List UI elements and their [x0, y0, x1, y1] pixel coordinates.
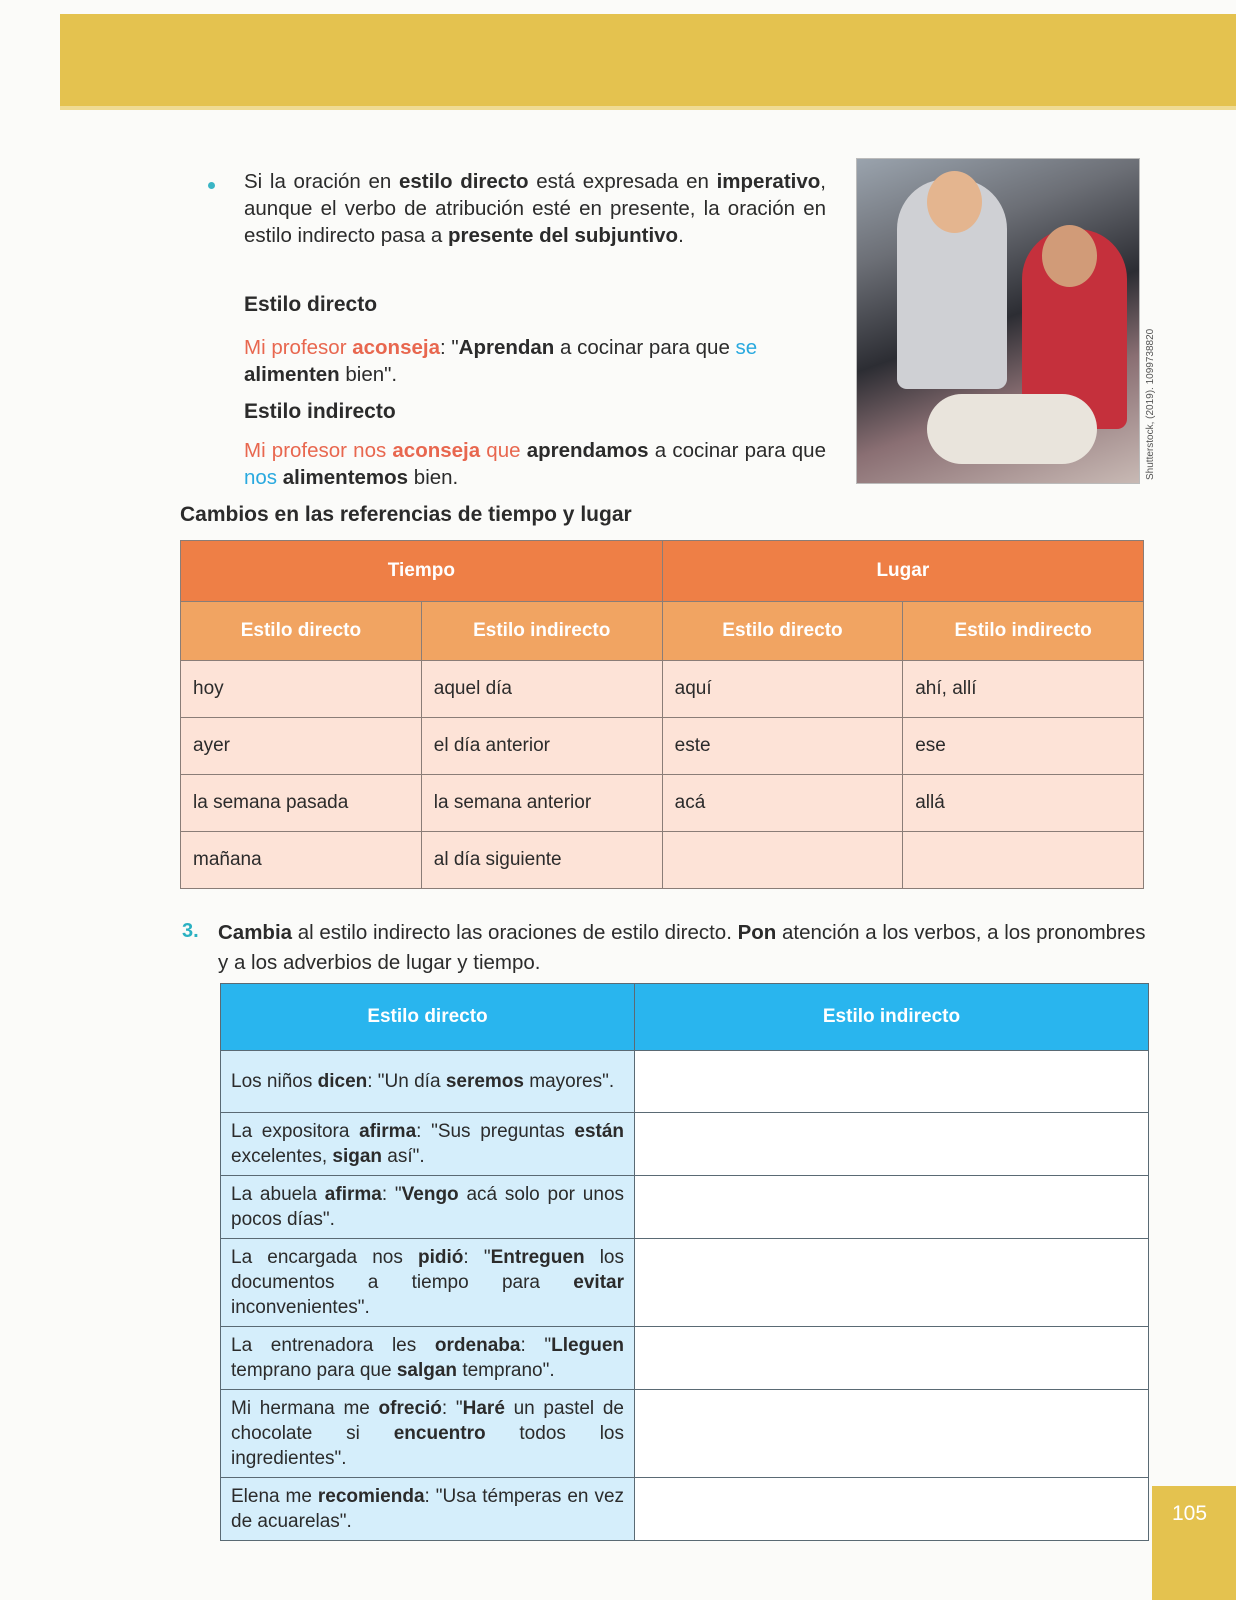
direct-sentence: La entrenadora les ordenaba: "Lleguen temprano para que salgan temprano". — [221, 1327, 635, 1390]
table-cell: ayer — [181, 718, 422, 775]
direct-sentence: Elena me recomienda: "Usa témperas en vez de acuarelas". — [221, 1478, 635, 1541]
table-row — [221, 1239, 1149, 1327]
table-cell: ahí, allí — [903, 661, 1144, 718]
table-cell — [903, 832, 1144, 889]
direct-style-heading: Estilo directo — [244, 293, 378, 316]
table-row — [181, 832, 1144, 889]
table-cell: aquel día — [421, 661, 662, 718]
direct-sentence: Mi hermana me ofreció: "Haré un pastel de chocolate si encuentro todos los ingredientes". — [221, 1390, 635, 1478]
table-row — [181, 661, 1144, 718]
indirect-column-header: Estilo indirecto — [635, 984, 1149, 1051]
table-cell: aquí — [662, 661, 903, 718]
bullet-icon — [208, 182, 215, 189]
table-cell — [662, 832, 903, 889]
time-header: Tiempo — [181, 541, 663, 602]
direct-sentence: La expositora afirma: "Sus preguntas están excelentes, sigan así". — [221, 1113, 635, 1176]
place-direct-header: Estilo directo — [662, 602, 903, 661]
exercise-instructions: Cambia al estilo indirecto las oraciones de estilo directo. Pon atención a los verbos, a los pronombres y a los adverbios de lugar y tiempo. — [218, 921, 1146, 974]
answer-cell[interactable] — [635, 1176, 1149, 1239]
table-row — [181, 718, 1144, 775]
table-cell: el día anterior — [421, 718, 662, 775]
photo-credit: Shutterstock, (2019). 1099738820 — [1145, 328, 1156, 480]
table-row — [221, 1113, 1149, 1176]
rule-paragraph: Si la oración en estilo directo está expresada en imperativo, aunque el verbo de atribución esté en presente, la oración en estilo indirecto pasa a presente del subjuntivo. — [244, 170, 826, 247]
time-indirect-header: Estilo indirecto — [421, 602, 662, 661]
table-cell: ese — [903, 718, 1144, 775]
indirect-style-example: Mi profesor nos aconseja que aprendamos a cocinar para que nos alimentemos bien. — [244, 439, 826, 489]
time-direct-header: Estilo directo — [181, 602, 422, 661]
place-indirect-header: Estilo indirecto — [903, 602, 1144, 661]
direct-style-example: Mi profesor aconseja: "Aprendan a cocinar para que se alimenten bien". — [244, 336, 758, 386]
direct-sentence: La abuela afirma: "Vengo acá solo por unos pocos días". — [221, 1176, 635, 1239]
answer-cell[interactable] — [635, 1113, 1149, 1176]
answer-cell[interactable] — [635, 1051, 1149, 1113]
table-row — [221, 1327, 1149, 1390]
table-row — [221, 1176, 1149, 1239]
time-place-table — [180, 540, 1144, 889]
table-row — [221, 1051, 1149, 1113]
cooking-photo — [856, 158, 1140, 484]
table-row — [221, 1478, 1149, 1541]
table-cell: allá — [903, 775, 1144, 832]
answer-cell[interactable] — [635, 1478, 1149, 1541]
direct-sentence: La encargada nos pidió: "Entreguen los documentos a tiempo para evitar inconvenientes". — [221, 1239, 635, 1327]
header-band — [60, 14, 1236, 106]
answer-cell[interactable] — [635, 1239, 1149, 1327]
table-row — [181, 775, 1144, 832]
indirect-style-heading: Estilo indirecto — [244, 400, 396, 423]
answer-cell[interactable] — [635, 1327, 1149, 1390]
table-cell: al día siguiente — [421, 832, 662, 889]
table-row — [221, 1390, 1149, 1478]
direct-sentence: Los niños dicen: "Un día seremos mayores". — [221, 1051, 635, 1113]
section-title: Cambios en las referencias de tiempo y lugar — [180, 503, 632, 526]
place-header: Lugar — [662, 541, 1143, 602]
table-cell: hoy — [181, 661, 422, 718]
table-cell: acá — [662, 775, 903, 832]
table-cell: la semana pasada — [181, 775, 422, 832]
exercise-table — [220, 983, 1149, 1541]
page-number-tab — [1152, 1486, 1236, 1600]
page-number: 105 — [1172, 1502, 1208, 1525]
direct-column-header: Estilo directo — [221, 984, 635, 1051]
table-cell: la semana anterior — [421, 775, 662, 832]
table-cell: este — [662, 718, 903, 775]
table-cell: mañana — [181, 832, 422, 889]
exercise-number: 3. — [182, 920, 199, 942]
answer-cell[interactable] — [635, 1390, 1149, 1478]
